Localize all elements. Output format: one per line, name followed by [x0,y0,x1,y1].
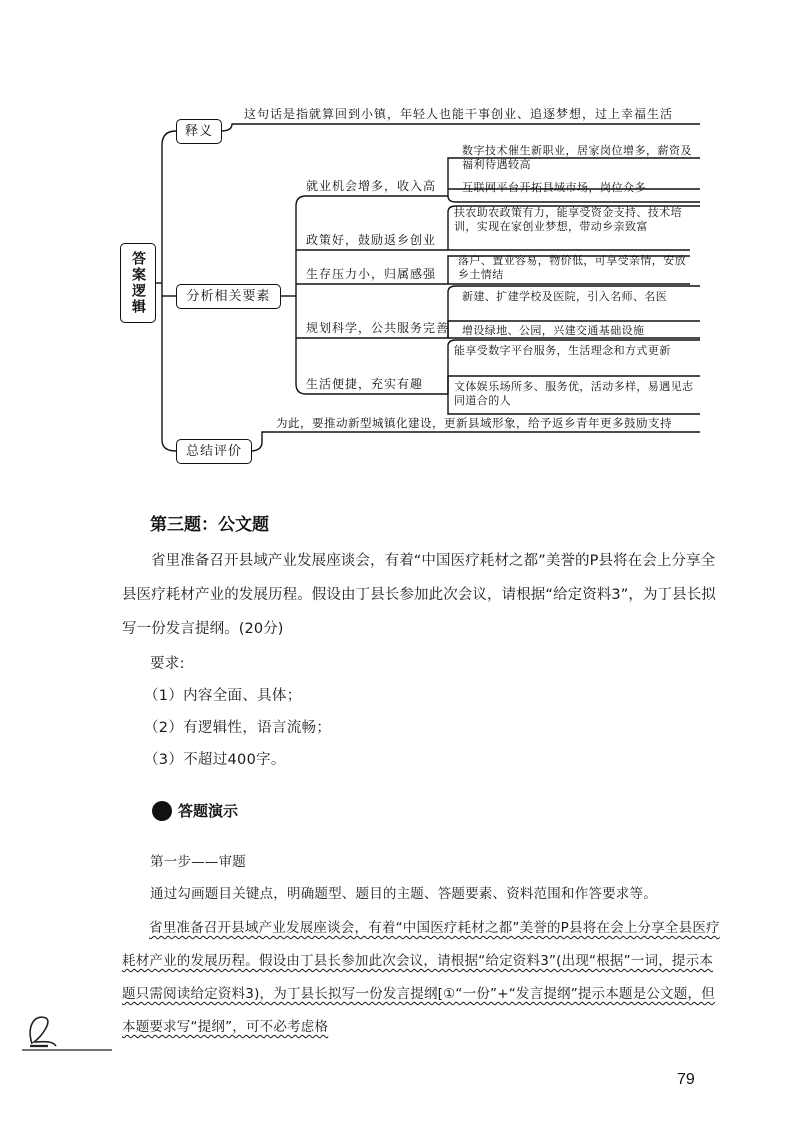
page-number: 79 [677,1071,695,1088]
branch-meaning-box [176,119,222,144]
requirement-2: （2）有逻辑性，语言流畅； [144,720,332,736]
factor-detail-4a: 新建、扩建学校及医院，引入名师、名医 [462,290,668,303]
factor-label-1: 就业机会增多，收入高 [306,179,437,193]
factor-detail-5a: 能享受数字平台服务，生活理念和方式更新 [454,344,671,357]
branch-factors-box [176,284,281,309]
branch-meaning-label: 释义 [184,123,213,139]
factor-detail-4b: 增设绿地、公园，兴建交通基础设施 [462,324,645,337]
mindmap-root-label: 答案逻辑 [130,251,146,315]
mindmap-root [120,243,156,323]
branch-summary-label: 总结评价 [185,443,242,459]
requirement-3: （3）不超过400字。 [144,752,286,768]
handwritten-signature-icon [12,1006,122,1056]
summary-text: 为此，要推动新型城镇化建设，更新县域形象，给予返乡青年更多鼓励支持 [276,416,672,430]
section-title: 第三题：公文题 [150,515,269,535]
factor-detail-3a: 落户、置业容易，物价低，可享受亲情，安放乡土情结 [458,254,686,281]
demo-step: 第一步——审题 [150,854,246,870]
branch-summary-box [176,439,252,464]
demo-heading-label: 答题演示 [178,802,239,820]
requirements-label: 要求: [150,656,185,672]
factor-label-5: 生活便捷，充实有趣 [306,377,424,391]
factor-detail-1a: 数字技术催生新职业，居家岗位增多，薪资及福利待遇较高 [462,144,692,171]
meaning-text [244,106,673,122]
factor-detail-1b: 互联网平台开拓县域市场，岗位众多 [462,181,646,194]
demo-heading [152,800,238,821]
factor-detail-2a: 扶农助农政策有力，能享受资金支持、技术培训，实现在家创业梦想，带动乡亲致富 [454,206,682,233]
factor-label-4: 规划科学，公共服务完善 [306,321,450,335]
question-paragraph: 省里准备召开县域产业发展座谈会，有着“中国医疗耗材之都”美誉的P县将在会上分享全县医疗耗材产业的发展历程。假设由丁县长参加此次会议，请根据“给定资料3”，为丁县长拟写一份发言提纲。(20分) [122,553,716,637]
factor-label-3: 生存压力小，归属感强 [306,267,437,281]
requirement-1: （1）内容全面、具体； [144,688,302,704]
branch-factors-label: 分析相关要素 [186,288,271,304]
factor-label-2: 政策好，鼓励返乡创业 [306,233,437,247]
demo-annotated-paragraph: 省里准备召开县域产业发展座谈会，有着“中国医疗耗材之都”美誉的P县将在会上分享全县医疗耗材产业的发展历程。假设由丁县长参加此次会议，请根据“给定资料3”(出现“根据”一词，提示本题只需阅读给定资料3)，为丁县长拟写一份发言提纲[①“一份”+“发言提纲”提示本题是公文题，但本题要求写“提纲”，可不必考虑格 [122,920,720,1035]
bullet-dot-icon [152,801,172,821]
meaning-text-value: 这句话是指就算回到小镇，年轻人也能干事创业、追逐梦想，过上幸福生活 [244,107,674,121]
factor-detail-5b: 文体娱乐场所多、服务优，活动多样，易遇见志同道合的人 [454,380,694,407]
demo-intro: 通过勾画题目关键点，明确题型、题目的主题、答题要素、资料范围和作答要求等。 [150,886,657,902]
